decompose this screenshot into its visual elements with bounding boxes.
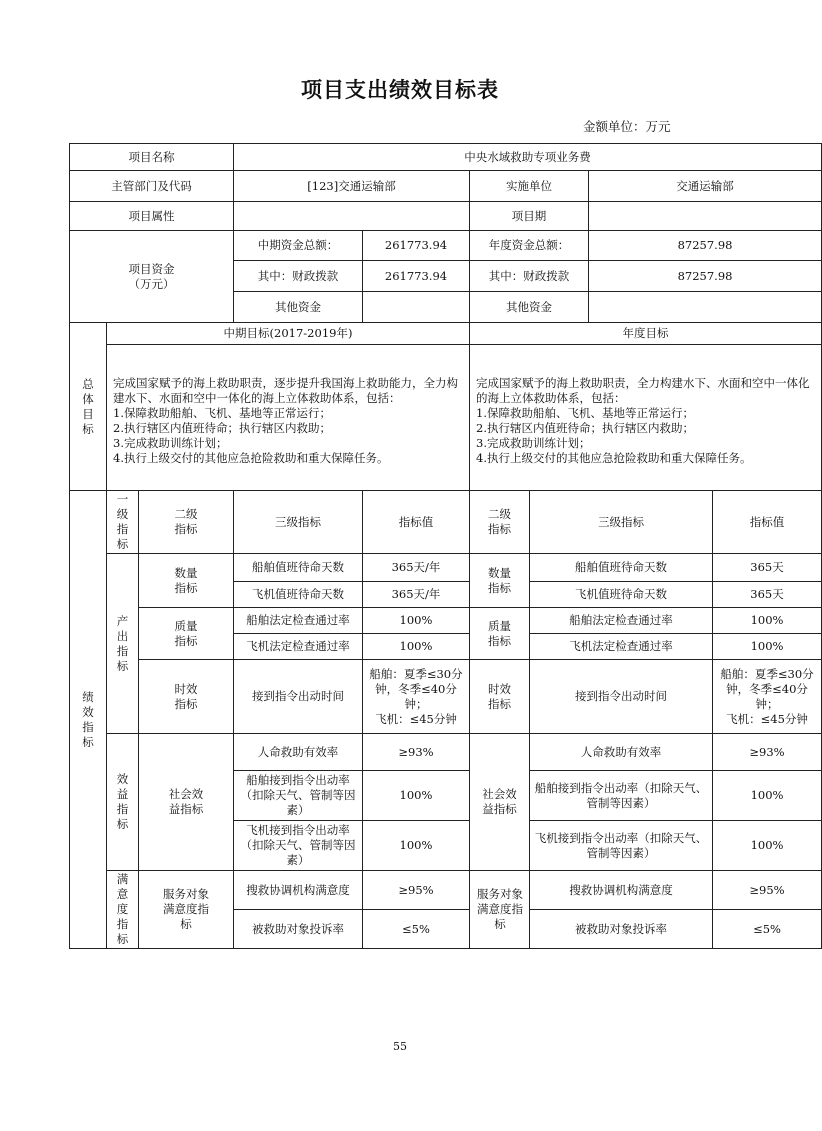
level2-header-mid: 二级指标: [139, 491, 234, 554]
complaint-rate-annual: 被救助对象投诉率: [530, 910, 713, 949]
coord-satisfaction-annual: 搜救协调机构满意度: [530, 871, 713, 910]
plane-inspect-value-mid: 100%: [363, 634, 470, 660]
mid-fiscal-label: 其中：财政拨款: [234, 261, 363, 292]
plane-dispatch-value-mid: 100%: [363, 821, 470, 871]
ship-days-mid: 船舶值班待命天数: [234, 554, 363, 582]
plane-dispatch-annual: 飞机接到指令出动率（扣除天气、管制等因素）: [530, 821, 713, 871]
coord-satisfaction-value-annual: ≥95%: [713, 871, 822, 910]
ship-days-value-mid: 365天/年: [363, 554, 470, 582]
mid-other-label: 其他资金: [234, 292, 363, 323]
annual-other-label: 其他资金: [470, 292, 589, 323]
annual-total-value: 87257.98: [589, 231, 822, 261]
unit-label: 金额单位：万元: [583, 119, 671, 134]
plane-dispatch-mid: 飞机接到指令出动率（扣除天气、管制等因素）: [234, 821, 363, 871]
dispatch-time-mid: 接到指令出动时间: [234, 660, 363, 734]
mid-total-label: 中期资金总额：: [234, 231, 363, 261]
complaint-rate-value-mid: ≤5%: [363, 910, 470, 949]
impl-unit-value: 交通运输部: [589, 171, 822, 202]
service-label-annual: 服务对象满意度指标: [470, 871, 530, 949]
ship-dispatch-value-annual: 100%: [713, 771, 822, 821]
ship-inspect-value-annual: 100%: [713, 608, 822, 634]
mid-goal-header: 中期目标(2017-2019年): [107, 323, 470, 345]
social-label-annual: 社会效益指标: [470, 734, 530, 871]
project-name-value: 中央水域救助专项业务费: [234, 144, 822, 171]
quality-label-annual: 质量指标: [470, 608, 530, 660]
overall-goal-side-label: 总体目标: [70, 323, 107, 491]
quality-label-mid: 质量指标: [139, 608, 234, 660]
life-rescue-mid: 人命救助有效率: [234, 734, 363, 771]
ship-inspect-annual: 船舶法定检查通过率: [530, 608, 713, 634]
life-rescue-annual: 人命救助有效率: [530, 734, 713, 771]
ship-dispatch-value-mid: 100%: [363, 771, 470, 821]
value-header-mid: 指标值: [363, 491, 470, 554]
perf-side-label: 绩效指标: [70, 491, 107, 949]
social-label-mid: 社会效益指标: [139, 734, 234, 871]
effect-indicator-label: 效益指标: [107, 734, 139, 871]
quantity-label-mid: 数量指标: [139, 554, 234, 608]
ship-dispatch-mid: 船舶接到指令出动率（扣除天气、管制等因素）: [234, 771, 363, 821]
project-name-label: 项目名称: [70, 144, 234, 171]
annual-goal-header: 年度目标: [470, 323, 822, 345]
timeliness-label-mid: 时效指标: [139, 660, 234, 734]
dispatch-time-value-mid: 船舶：夏季≤30分钟，冬季≤40分钟； 飞机：≤45分钟: [363, 660, 470, 734]
dispatch-time-value-annual: 船舶：夏季≤30分钟，冬季≤40分钟； 飞机：≤45分钟: [713, 660, 822, 734]
mid-goal-text: 完成国家赋予的海上救助职责，逐步提升我国海上救助能力，全力构建水下、水面和空中一体化的海上立体救助体系，包括： 1.保障救助船舶、飞机、基地等正常运行； 2.执行辖区内值班待命；执行辖区内救助； 3.完成救助训练计划； 4.执行上级交付的其他应急抢险救助和重大保障任务。: [107, 345, 470, 491]
annual-fiscal-value: 87257.98: [589, 261, 822, 292]
level3-header-mid: 三级指标: [234, 491, 363, 554]
dept-label: 主管部门及代码: [70, 171, 234, 202]
ship-days-annual: 船舶值班待命天数: [530, 554, 713, 582]
dept-value: [123]交通运输部: [234, 171, 470, 202]
plane-days-mid: 飞机值班待命天数: [234, 582, 363, 608]
annual-total-label: 年度资金总额：: [470, 231, 589, 261]
ship-days-value-annual: 365天: [713, 554, 822, 582]
level1-header: 一级指标: [107, 491, 139, 554]
ship-inspect-value-mid: 100%: [363, 608, 470, 634]
plane-days-value-annual: 365天: [713, 582, 822, 608]
performance-goal-table: [69, 143, 822, 949]
satisfaction-indicator-label: 满意度指标: [107, 871, 139, 949]
plane-dispatch-value-annual: 100%: [713, 821, 822, 871]
coord-satisfaction-mid: 搜救协调机构满意度: [234, 871, 363, 910]
annual-other-value: [589, 292, 822, 323]
ship-inspect-mid: 船舶法定检查通过率: [234, 608, 363, 634]
plane-days-value-mid: 365天/年: [363, 582, 470, 608]
level3-header-annual: 三级指标: [530, 491, 713, 554]
ship-dispatch-annual: 船舶接到指令出动率（扣除天气、管制等因素）: [530, 771, 713, 821]
impl-unit-label: 实施单位: [470, 171, 589, 202]
period-value: [589, 202, 822, 231]
period-label: 项目期: [470, 202, 589, 231]
quantity-label-annual: 数量指标: [470, 554, 530, 608]
attr-value: [234, 202, 470, 231]
dispatch-time-annual: 接到指令出动时间: [530, 660, 713, 734]
page-number: 55: [393, 1040, 407, 1053]
value-header-annual: 指标值: [713, 491, 822, 554]
life-rescue-value-mid: ≥93%: [363, 734, 470, 771]
level2-header-annual: 二级指标: [470, 491, 530, 554]
output-indicator-label: 产出指标: [107, 554, 139, 734]
life-rescue-value-annual: ≥93%: [713, 734, 822, 771]
plane-days-annual: 飞机值班待命天数: [530, 582, 713, 608]
service-label-mid: 服务对象满意度指标: [139, 871, 234, 949]
mid-fiscal-value: 261773.94: [363, 261, 470, 292]
attr-label: 项目属性: [70, 202, 234, 231]
annual-goal-text: 完成国家赋予的海上救助职责，全力构建水下、水面和空中一体化的海上立体救助体系，包括： 1.保障救助船舶、飞机、基地等正常运行； 2.执行辖区内值班待命；执行辖区内救助； 3.完成救助训练计划； 4.执行上级交付的其他应急抢险救助和重大保障任务。: [470, 345, 822, 491]
mid-total-value: 261773.94: [363, 231, 470, 261]
plane-inspect-value-annual: 100%: [713, 634, 822, 660]
coord-satisfaction-value-mid: ≥95%: [363, 871, 470, 910]
plane-inspect-mid: 飞机法定检查通过率: [234, 634, 363, 660]
plane-inspect-annual: 飞机法定检查通过率: [530, 634, 713, 660]
annual-fiscal-label: 其中：财政拨款: [470, 261, 589, 292]
funds-label: 项目资金 （万元）: [70, 231, 234, 323]
mid-other-value: [363, 292, 470, 323]
page-title: 项目支出绩效目标表: [301, 78, 499, 102]
complaint-rate-value-annual: ≤5%: [713, 910, 822, 949]
complaint-rate-mid: 被救助对象投诉率: [234, 910, 363, 949]
timeliness-label-annual: 时效指标: [470, 660, 530, 734]
